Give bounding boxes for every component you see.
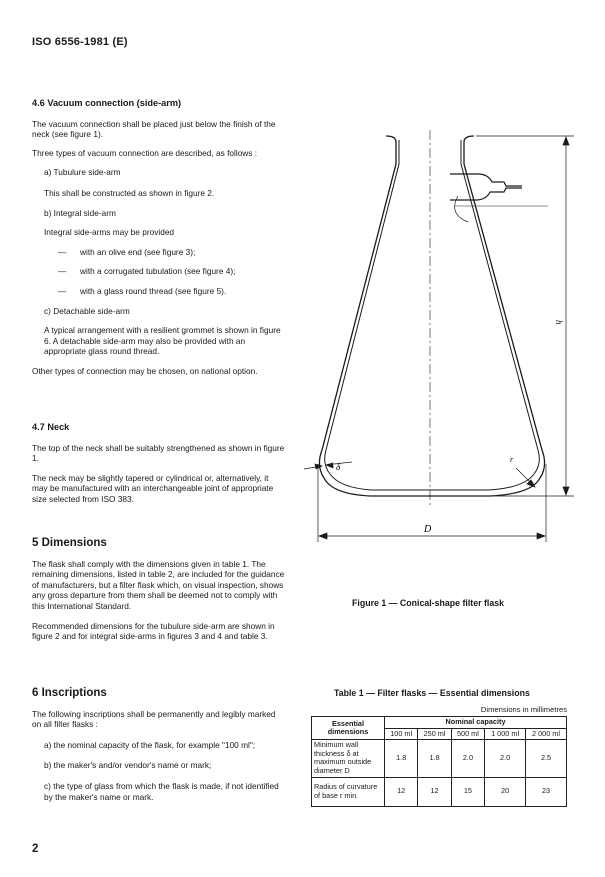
- paragraph: The following inscriptions shall be permanently and legibly marked on all filter flasks :: [32, 708, 276, 730]
- value-cell: 12: [418, 777, 451, 806]
- value-cell: 23: [526, 777, 567, 806]
- paragraph: Other types of connection may be chosen, on national option.: [32, 365, 258, 376]
- group-header: Nominal capacity: [385, 717, 567, 729]
- list-item: — with an olive end (see figure 3);: [58, 246, 196, 257]
- list-label: b) Integral side-arm: [44, 207, 116, 218]
- table-row: [312, 777, 567, 806]
- section-heading: 5 Dimensions: [32, 537, 107, 549]
- value-cell: 15: [451, 777, 484, 806]
- paragraph: The top of the neck shall be suitably strengthened as shown in figure 1.: [32, 442, 285, 464]
- side-arm: [450, 174, 522, 200]
- value-cell: 1.8: [385, 740, 418, 777]
- list-item: — with a corrugated tubulation (see figure 4);: [58, 266, 236, 277]
- section-heading: 4.7 Neck: [32, 422, 70, 432]
- flask-figure: [300, 128, 590, 568]
- page-number: 2: [32, 843, 39, 855]
- table-title: Table 1 — Filter flasks — Essential dimensions: [334, 688, 530, 698]
- section-heading: 6 Inscriptions: [32, 687, 107, 699]
- delta-label: δ: [336, 462, 341, 472]
- value-cell: 2.0: [485, 740, 526, 777]
- paragraph: A typical arrangement with a resilient grommet is shown in figure 6. A detachable side-arm may also be provided with an appropriate glass round thread.: [44, 325, 281, 357]
- value-cell: 2.5: [526, 740, 567, 777]
- list-item: c) the type of glass from which the flask is made, if not identified by the maker's name or mark.: [44, 780, 279, 802]
- list-item: — with a glass round thread (see figure 5).: [58, 285, 227, 296]
- diameter-label: D: [424, 524, 432, 535]
- value-cell: 20: [485, 777, 526, 806]
- flask-outline: [319, 136, 544, 496]
- column-header: Essential dimensions: [312, 717, 385, 740]
- section-4-6: [32, 98, 286, 377]
- capacity-cell: 250 ml: [418, 728, 451, 740]
- row-label: Radius of curvature of base r min.: [312, 777, 385, 806]
- table-row: [312, 740, 567, 777]
- list-item: a) the nominal capacity of the flask, for example "100 ml";: [44, 739, 256, 750]
- section-5: [32, 538, 286, 642]
- figure-caption: Figure 1 — Conical-shape filter flask: [352, 598, 505, 608]
- value-cell: 12: [385, 777, 418, 806]
- row-label: Minimum wall thickness δ at maximum outside diameter D: [312, 740, 385, 777]
- paragraph: Recommended dimensions for the tubulure side-arm are shown in figure 2 and for integral side-arms in figures 3 and 4 and table 3.: [32, 620, 275, 642]
- diameter-dimension: [318, 464, 546, 542]
- capacity-cell: 1 000 ml: [485, 728, 526, 740]
- capacity-cell: 500 ml: [451, 728, 484, 740]
- capacity-cell: 100 ml: [385, 728, 418, 740]
- table-header-row: [312, 717, 567, 729]
- paragraph: The neck may be slightly tapered or cylindrical or, alternatively, it may be manufactured with an interchangeable joint of appropriate size selected from ISO 383.: [32, 472, 274, 504]
- value-cell: 2.0: [451, 740, 484, 777]
- delta-marker: [304, 462, 352, 469]
- paragraph: Three types of vacuum connection are described, as follows :: [32, 147, 258, 158]
- section-4-7: [32, 422, 286, 505]
- list-label: c) Detachable side-arm: [44, 305, 130, 316]
- table-unit-note: Dimensions in millimetres: [480, 705, 567, 714]
- section-heading: 4.6 Vacuum connection (side-arm): [32, 98, 182, 108]
- section-6: [32, 688, 286, 802]
- paragraph: This shall be constructed as shown in figure 2.: [44, 187, 215, 198]
- radius-label: r: [510, 455, 514, 464]
- capacity-cell: 2 000 ml: [526, 728, 567, 740]
- value-cell: 1.8: [418, 740, 451, 777]
- paragraph: The flask shall comply with the dimensions given in table 1. The remaining dimensions, listed in table 2, are included for the guidance of manufacturers, but a filter flask which, on visual inspection, shows any gross departure from them shall be deemed not to comply with this International Standard.: [32, 558, 285, 611]
- paragraph: The vacuum connection shall be placed just below the finish of the neck (see figure 1).: [32, 118, 276, 140]
- list-item: b) the maker's and/or vendor's name or mark;: [44, 760, 212, 771]
- height-dimension: [476, 136, 574, 496]
- paragraph: Integral side-arms may be provided: [44, 227, 175, 238]
- list-label: a) Tubulure side-arm: [44, 167, 121, 178]
- document-id: ISO 6556-1981 (E): [32, 36, 128, 48]
- height-label: h: [554, 320, 564, 325]
- dimensions-table: [311, 716, 567, 807]
